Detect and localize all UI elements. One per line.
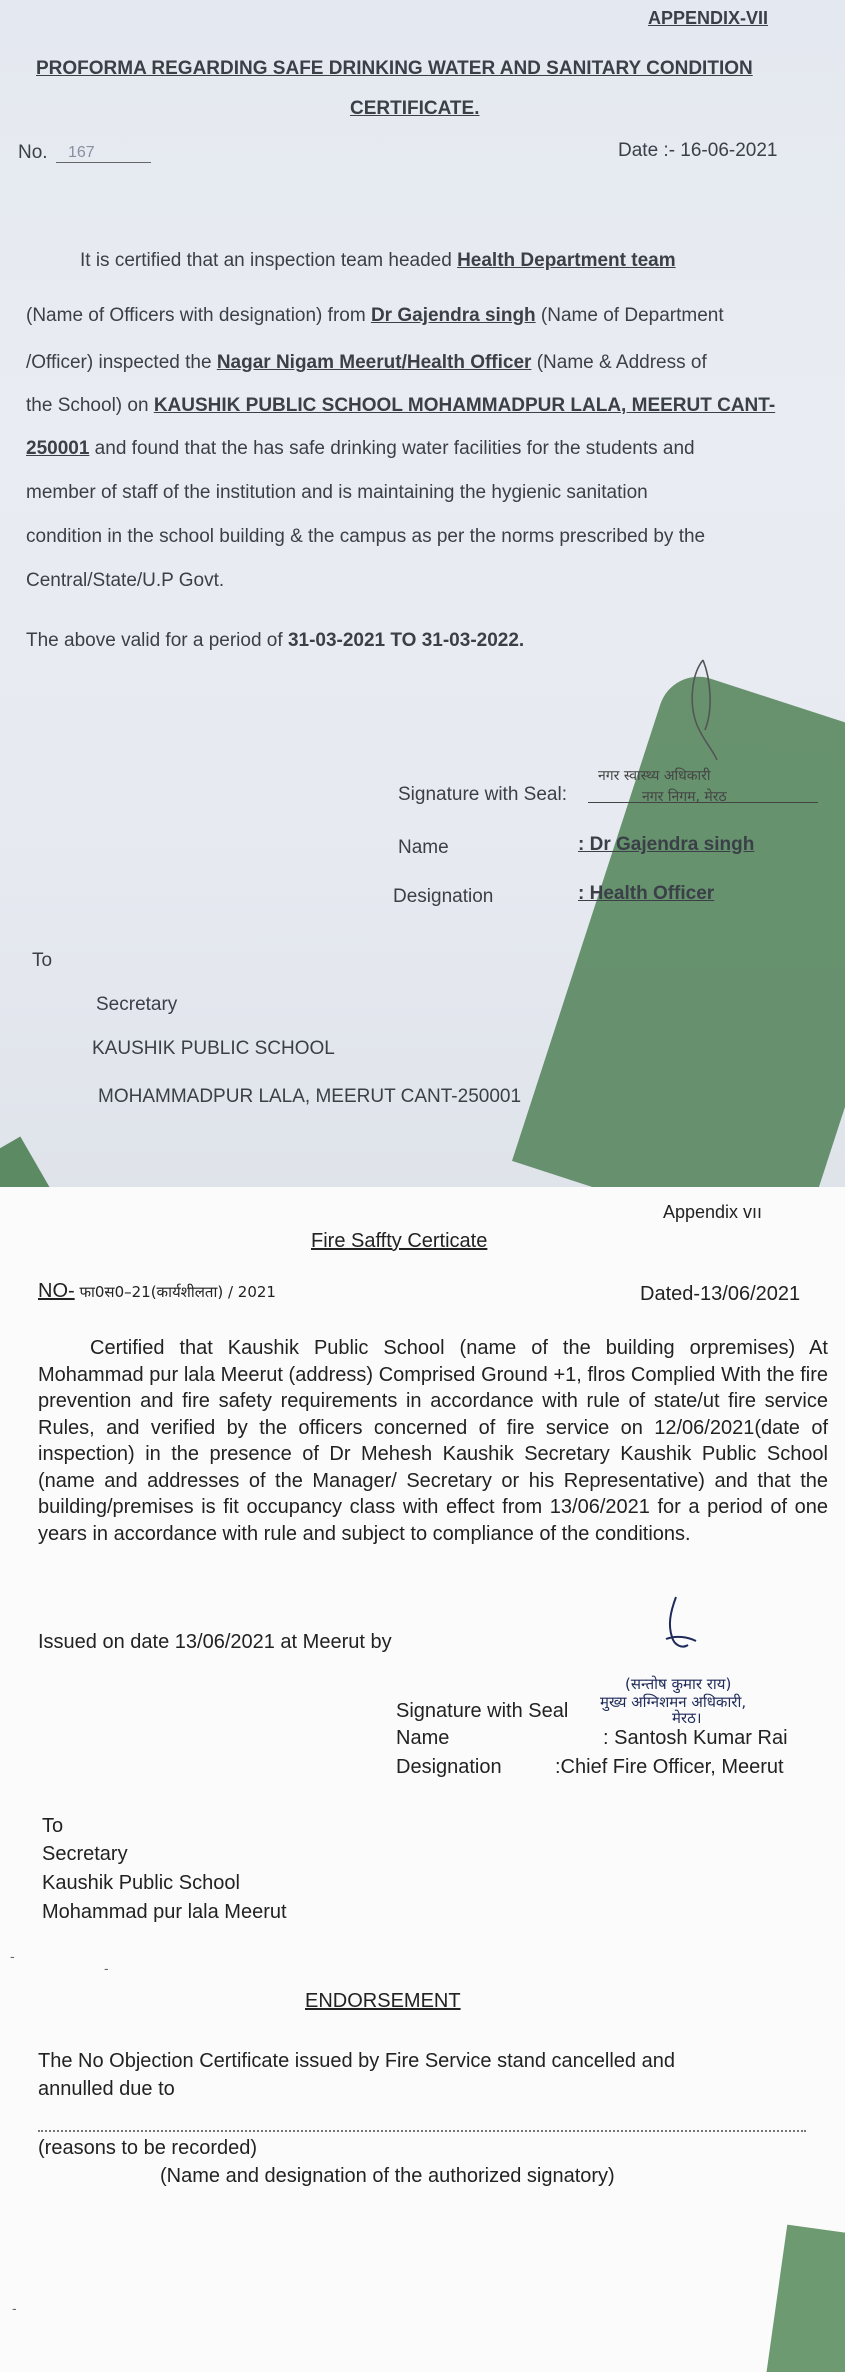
fire-signature-label: Signature with Seal	[396, 1700, 569, 1722]
appendix-label-2: Appendix vıı	[663, 1202, 763, 1222]
cert-line-8: Central/State/U.P Govt.	[26, 570, 225, 591]
certificate-title: PROFORMA REGARDING SAFE DRINKING WATER AND SANITARY CONDITION	[36, 58, 753, 79]
recipient-line-3: MOHAMMADPUR LALA, MEERUT CANT-250001	[98, 1086, 522, 1107]
mark: -	[104, 1960, 109, 1976]
photo-edge	[764, 2225, 845, 2372]
reason-dotted-line	[38, 2130, 806, 2132]
handwritten-signature-icon	[648, 1595, 708, 1655]
fire-designation-label: Designation	[396, 1756, 502, 1778]
appendix-label: APPENDIX-VII	[648, 8, 769, 28]
designation-label: Designation	[393, 886, 494, 907]
certificate-date: Date :- 16-06-2021	[618, 140, 778, 161]
cert-line-1: It is certified that an inspection team headed Health Department team	[80, 250, 676, 271]
fire-designation-value: :Chief Fire Officer, Meerut	[555, 1756, 784, 1778]
handwritten-signature-icon	[683, 655, 723, 765]
name-value: : Dr Gajendra singh	[578, 834, 755, 855]
fire-recipient-line-1: Secretary	[42, 1843, 128, 1865]
cert-line-5: 250001 and found that the has safe drinking water facilities for the students and	[26, 438, 695, 459]
photo-shadow-corner	[0, 1137, 50, 1187]
cert-line-4: the School) on KAUSHIK PUBLIC SCHOOL MOHAMMADPUR LALA, MEERUT CANT-	[26, 395, 776, 416]
fire-to-label: To	[42, 1815, 64, 1837]
fire-name-label: Name	[396, 1727, 450, 1749]
cert-line-3: /Officer) inspected the Nagar Nigam Meerut/Health Officer (Name & Address of	[26, 352, 707, 373]
fire-name-value: : Santosh Kumar Rai	[603, 1727, 788, 1749]
reasons-note: (reasons to be recorded)	[38, 2137, 258, 2159]
fire-number: NO- फा0स0–21(कार्यशीलता) / 2021	[38, 1280, 276, 1302]
number-label: No.	[18, 142, 48, 163]
endorsement-line-1: The No Objection Certificate issued by Fire Service stand cancelled and	[38, 2050, 675, 2072]
issued-on: Issued on date 13/06/2021 at Meerut by	[38, 1631, 392, 1653]
signature-label: Signature with Seal:	[398, 784, 567, 805]
mark: -	[12, 2300, 17, 2316]
validity-period: The above valid for a period of 31-03-2021 TO 31-03-2022.	[26, 630, 525, 651]
certificate-title-line2: CERTIFICATE.	[350, 98, 480, 119]
official-seal: नगर स्वास्थ्य अधिकारी नगर निगम, मेरठ	[598, 768, 727, 805]
cert-line-2: (Name of Officers with designation) from Dr Gajendra singh (Name of Department	[26, 305, 724, 326]
cert-line-7: condition in the school building & the campus as per the norms prescribed by the	[26, 526, 706, 547]
to-label: To	[32, 950, 53, 971]
fire-officer-seal-line2: मुख्य अग्निशमन अधिकारी,	[600, 1693, 747, 1711]
photo-shadow	[512, 666, 845, 1187]
endorsement-line-2: annulled due to	[38, 2078, 175, 2100]
fire-officer-seal-line3: मेरठ।	[672, 1709, 702, 1727]
fire-certificate-body: Certified that Kaushik Public School (name of the building orpremises) At Mohammad pur lala Meerut (address) Comprised Ground +1, flros Complied With the fire prevention and fire safety requirements in accordance with rule of state/ut fire service Rules, and verified by the officers concerned of fire service on 12/06/2021(date of inspection) in the presence of Dr Mehesh Kaushik Secretary Kaushik Public School (name and addresses of the Manager/ Secretary or his Representative) and that the building/premises is fit occupancy class with effect from 13/06/2021 for a period of one years in accordance with rule and subject to compliance of the conditions.	[38, 1337, 828, 1545]
fire-recipient-line-2: Kaushik Public School	[42, 1872, 240, 1894]
recipient-line-1: Secretary	[96, 994, 178, 1015]
designation-value: : Health Officer	[578, 883, 715, 904]
fire-officer-seal: (सन्तोष कुमार राय)	[625, 1675, 732, 1693]
recipient-line-2: KAUSHIK PUBLIC SCHOOL	[92, 1038, 335, 1059]
endorsement-title: ENDORSEMENT	[305, 1990, 461, 2012]
mark: -	[10, 1948, 15, 1964]
authorized-signatory-note: (Name and designation of the authorized signatory)	[160, 2165, 615, 2187]
number-value: 167	[56, 144, 151, 163]
fire-certificate-date: Dated-13/06/2021	[640, 1283, 801, 1305]
name-label: Name	[398, 837, 449, 858]
fire-recipient-line-3: Mohammad pur lala Meerut	[42, 1901, 287, 1923]
cert-line-6: member of staff of the institution and is maintaining the hygienic sanitation	[26, 482, 648, 503]
fire-certificate-title: Fire Saffty Certicate	[311, 1230, 488, 1252]
signature-line	[588, 802, 818, 803]
